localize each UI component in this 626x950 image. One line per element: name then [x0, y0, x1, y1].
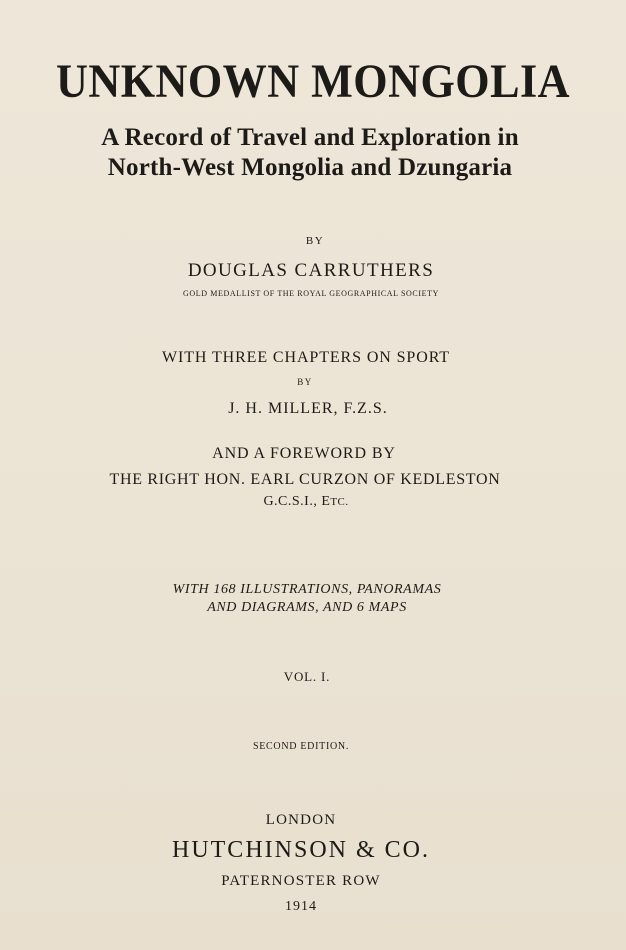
honours-main: G.C.S.I., E	[263, 494, 331, 509]
honours-small-caps: TC.	[330, 496, 349, 508]
subtitle-line-2: North-West Mongolia and Dzungaria	[107, 154, 513, 181]
imprint-street: PATERNOSTER ROW	[221, 873, 381, 889]
imprint-city: LONDON	[265, 812, 337, 828]
foreword-author-honours	[0, 495, 619, 509]
imprint-publisher: HUTCHINSON & CO.	[171, 837, 430, 863]
foreword-intro: AND A FOREWORD BY	[212, 445, 396, 462]
illustrations-line-1	[0, 583, 620, 597]
sport-by-label: BY	[297, 377, 313, 387]
foreword-author-name: THE RIGHT HON. EARL CURZON OF KEDLESTON	[109, 471, 501, 488]
illustrations-rest: ILLUSTRATIONS, PANORAMAS	[240, 582, 442, 597]
imprint-year: 1914	[285, 899, 317, 914]
author-distinction: GOLD MEDALLIST OF THE ROYAL GEOGRAPHICAL SOCIETY	[183, 289, 439, 298]
edition-note: SECOND EDITION.	[252, 741, 350, 752]
illustrations-line-2: AND DIAGRAMS, AND 6 MAPS	[207, 600, 407, 615]
sport-author-name: J. H. MILLER, F.Z.S.	[228, 400, 388, 417]
sport-chapters-note: WITH THREE CHAPTERS ON SPORT	[162, 349, 450, 366]
author-name: DOUGLAS CARRUTHERS	[187, 260, 435, 281]
subtitle-line-1: A Record of Travel and Exploration in	[101, 124, 519, 151]
author-by-label: BY	[305, 235, 325, 247]
illustrations-prefix: WITH 168	[172, 582, 241, 597]
book-title: UNKNOWN MONGOLIA	[56, 55, 570, 108]
volume-number: VOL. I.	[283, 669, 331, 684]
